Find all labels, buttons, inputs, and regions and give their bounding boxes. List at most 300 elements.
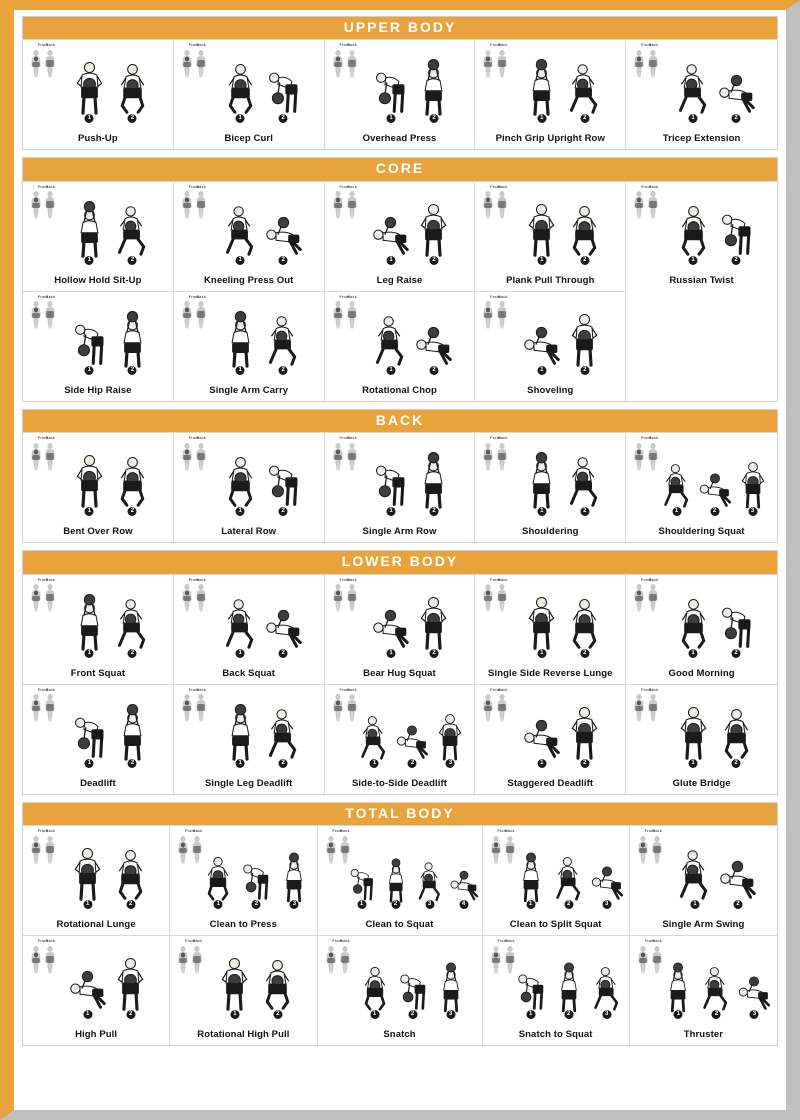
exercise-name: Single Arm Row [362, 526, 437, 538]
exercise-illustration [320, 829, 480, 918]
figure-step [357, 959, 393, 1017]
figure-step [112, 590, 153, 656]
exercise-card[interactable] [626, 432, 777, 542]
step-number-badge: 2 [128, 649, 137, 658]
step-number-badge: 1 [386, 649, 395, 658]
exercise-card[interactable] [174, 291, 325, 401]
figure-step [551, 959, 587, 1017]
exercise-name: Clean to Split Squat [509, 919, 602, 931]
step-number-badge: 1 [83, 900, 92, 909]
muscle-map-icon [179, 689, 209, 726]
exercise-name: Overhead Press [362, 133, 437, 145]
muscle-map-front-label: Front [37, 43, 49, 48]
step-number-badge: 2 [732, 649, 741, 658]
step-number-badge: 2 [580, 649, 589, 658]
muscle-map-front-label: Front [37, 938, 49, 943]
step-number-badge: 2 [408, 759, 417, 768]
muscle-map-front-label: Front [641, 436, 652, 441]
muscle-map-front-label: Front [188, 294, 199, 299]
exercise-name: Single Arm Swing [662, 919, 745, 931]
figure-step [220, 55, 261, 121]
exercise-card[interactable] [318, 825, 483, 935]
muscle-map-front-label: Front [641, 577, 652, 582]
exercise-name: Back Squat [222, 667, 276, 679]
figure-step [238, 849, 274, 907]
muscle-map-back-label: Back [648, 43, 659, 48]
figure-step [257, 951, 298, 1017]
step-number-badge: 1 [83, 1010, 92, 1019]
figure-step [564, 307, 605, 373]
exercise-name: Staggered Deadlift [507, 777, 594, 789]
exercise-name: Clean to Press [209, 919, 278, 931]
exercise-card[interactable] [318, 935, 483, 1045]
step-number-badge: 2 [126, 1010, 135, 1019]
figure-step [413, 55, 454, 121]
figure-step [263, 197, 304, 263]
exercise-grid [23, 432, 777, 542]
muscle-map-back-label: Back [505, 938, 515, 943]
exercise-card[interactable] [23, 432, 174, 542]
section-title: BACK [23, 410, 777, 432]
step-number-badge: 1 [236, 507, 245, 516]
exercise-name: Push-Up [78, 133, 118, 145]
muscle-map-back-label: Back [196, 436, 206, 441]
muscle-map-back-label: Back [196, 687, 206, 692]
figure-step [513, 959, 549, 1017]
muscle-map-back-label: Back [45, 577, 56, 582]
muscle-map-front-label: Front [490, 184, 501, 189]
muscle-map-front-label: Front [332, 828, 343, 833]
figure-step [735, 456, 771, 514]
exercise-illustration [176, 436, 322, 525]
exercise-card[interactable] [23, 574, 174, 684]
exercise-card[interactable] [174, 39, 325, 149]
figure-step [214, 951, 255, 1017]
step-number-badge: 2 [128, 507, 137, 516]
figure-step [521, 55, 562, 121]
muscle-map-front-label: Front [490, 687, 501, 692]
exercise-name: Russian Twist [669, 274, 734, 286]
figure-step [263, 307, 304, 373]
exercise-card[interactable] [174, 574, 325, 684]
step-number-badge: 1 [386, 366, 395, 375]
muscle-map-front-label: Front [188, 687, 199, 692]
exercise-card[interactable] [23, 935, 170, 1045]
step-number-badge: 2 [564, 900, 573, 909]
exercise-name: Bicep Curl [224, 133, 273, 145]
exercise-name: Thruster [683, 1029, 724, 1041]
step-number-badge: 1 [689, 256, 698, 265]
muscle-map-icon [179, 579, 209, 616]
step-number-badge: 1 [690, 900, 699, 909]
exercise-card[interactable] [174, 181, 325, 291]
muscle-map-icon [28, 940, 58, 977]
muscle-map-icon [631, 186, 661, 223]
step-number-badge: 1 [236, 114, 245, 123]
muscle-map-back-label: Back [498, 436, 508, 441]
step-number-badge: 2 [126, 900, 135, 909]
step-number-badge: 1 [537, 507, 546, 516]
muscle-map-back-label: Back [498, 184, 508, 189]
step-number-badge: 3 [290, 900, 299, 909]
exercise-name: Tricep Extension [662, 133, 741, 145]
figure-step [697, 456, 733, 514]
exercise-card[interactable] [325, 684, 476, 794]
figure-step [551, 849, 587, 907]
section-title: UPPER BODY [23, 17, 777, 39]
figure-step [716, 590, 757, 656]
muscle-map-back-label: Back [196, 577, 206, 582]
figure-step [370, 307, 411, 373]
exercise-card[interactable] [475, 39, 626, 149]
exercise-name: High Pull [75, 1029, 118, 1041]
figure-step [112, 197, 153, 263]
figure-step [380, 855, 412, 907]
muscle-map-back-label: Back [498, 577, 508, 582]
exercise-grid [23, 181, 777, 401]
exercise-card[interactable] [174, 432, 325, 542]
exercise-card[interactable] [23, 684, 174, 794]
step-number-badge: 2 [732, 759, 741, 768]
exercise-card[interactable] [325, 291, 476, 401]
step-number-badge: 2 [128, 114, 137, 123]
exercise-card[interactable] [475, 432, 626, 542]
exercise-card[interactable] [475, 684, 626, 794]
step-number-badge: 2 [279, 256, 288, 265]
figure-step [69, 307, 110, 373]
exercise-name: Good Morning [668, 667, 735, 679]
muscle-map-icon [28, 437, 58, 474]
exercise-grid [23, 574, 777, 794]
exercise-card[interactable] [174, 684, 325, 794]
muscle-map-back-label: Back [347, 687, 357, 692]
muscle-map-back-label: Back [340, 938, 350, 943]
exercise-illustration [25, 436, 171, 525]
exercise-card[interactable] [475, 181, 626, 291]
figure-step [659, 456, 695, 514]
exercise-name: Single Leg Deadlift [204, 777, 293, 789]
muscle-map-back-label: Back [340, 828, 350, 833]
muscle-map-back-label: Back [196, 294, 206, 299]
exercise-illustration [320, 939, 480, 1028]
exercise-name: Snatch to Squat [518, 1029, 593, 1041]
exercise-card[interactable] [325, 574, 476, 684]
muscle-map-icon [631, 437, 661, 474]
muscle-map-front-label: Front [644, 828, 655, 833]
muscle-map-front-label: Front [188, 436, 199, 441]
step-number-badge: 2 [429, 649, 438, 658]
figure-step [112, 448, 153, 514]
muscle-map-back-label: Back [648, 184, 659, 189]
step-number-badge: 1 [85, 366, 94, 375]
muscle-map-front-label: Front [332, 938, 343, 943]
exercise-illustration [628, 688, 775, 777]
muscle-map-front-label: Front [339, 43, 350, 48]
step-number-badge: 1 [214, 900, 223, 909]
figure-step [112, 55, 153, 121]
figure-step [69, 700, 110, 766]
exercise-illustration [485, 829, 627, 918]
muscle-map-front-label: Front [490, 294, 501, 299]
figure-step [673, 197, 714, 263]
muscle-map-icon [631, 689, 661, 726]
exercise-card[interactable] [475, 574, 626, 684]
step-number-badge: 2 [710, 507, 719, 516]
muscle-map-back-label: Back [347, 43, 357, 48]
muscle-map-back-label: Back [45, 184, 56, 189]
exercise-name: Shouldering [522, 526, 579, 538]
figure-step [413, 448, 454, 514]
exercise-illustration [25, 688, 171, 777]
muscle-map-icon [28, 689, 58, 726]
exercise-illustration [327, 688, 473, 777]
muscle-map-back-label: Back [505, 828, 515, 833]
muscle-map-icon [480, 296, 510, 333]
exercise-name: Side-to-Side Deadlift [351, 777, 447, 789]
figure-step [67, 951, 108, 1017]
muscle-map-front-label: Front [339, 577, 350, 582]
figure-step [356, 708, 392, 766]
exercise-name: Rotational High Pull [197, 1029, 290, 1041]
exercise-illustration [176, 185, 322, 274]
exercise-card[interactable] [23, 181, 174, 291]
muscle-map-icon [480, 689, 510, 726]
exercise-card[interactable] [475, 291, 626, 401]
step-number-badge: 3 [602, 1010, 611, 1019]
section-title: CORE [23, 158, 777, 180]
exercise-illustration [25, 829, 167, 918]
muscle-map-back-label: Back [45, 828, 56, 833]
exercise-card[interactable] [626, 684, 777, 794]
exercise-illustration [632, 939, 775, 1028]
step-number-badge: 1 [537, 649, 546, 658]
muscle-map-back-label: Back [652, 938, 662, 943]
exercise-illustration [477, 295, 623, 384]
step-number-badge: 2 [712, 1010, 721, 1019]
step-number-badge: 1 [674, 1010, 683, 1019]
section-title: LOWER BODY [23, 551, 777, 573]
figure-step [513, 849, 549, 907]
exercise-illustration [327, 578, 473, 667]
muscle-map-front-label: Front [37, 828, 49, 833]
muscle-map-front-label: Front [188, 43, 199, 48]
step-number-badge: 1 [689, 759, 698, 768]
figure-step [433, 959, 469, 1017]
exercise-name: Deadlift [80, 777, 116, 789]
exercise-name: Bent Over Row [63, 526, 133, 538]
exercise-card[interactable] [325, 432, 476, 542]
muscle-map-front-label: Front [37, 687, 49, 692]
muscle-map-back-label: Back [347, 436, 357, 441]
exercise-name: Plank Pull Through [506, 274, 595, 286]
figure-step [564, 55, 605, 121]
figure-step [413, 197, 454, 263]
figure-step [263, 700, 304, 766]
exercise-illustration [485, 939, 627, 1028]
exercise-illustration [176, 578, 322, 667]
figure-step [69, 590, 110, 656]
exercise-card[interactable] [483, 935, 630, 1045]
exercise-card[interactable] [325, 39, 476, 149]
exercise-card[interactable] [626, 39, 777, 149]
figure-step [432, 708, 468, 766]
exercise-card[interactable] [483, 825, 630, 935]
exercise-card[interactable] [630, 935, 777, 1045]
section [22, 550, 778, 794]
muscle-map-front-label: Front [339, 294, 350, 299]
step-number-badge: 2 [429, 114, 438, 123]
exercise-illustration [327, 43, 473, 132]
muscle-map-front-label: Front [490, 43, 501, 48]
step-number-badge: 2 [429, 256, 438, 265]
figure-step [220, 307, 261, 373]
step-number-badge: 3 [446, 759, 455, 768]
muscle-map-icon [28, 296, 58, 333]
step-number-badge: 2 [733, 900, 742, 909]
figure-step [67, 841, 108, 907]
figure-step [564, 197, 605, 263]
muscle-map-back-label: Back [45, 294, 56, 299]
exercise-name: Bear Hug Squat [363, 667, 436, 679]
exercise-illustration [477, 43, 623, 132]
step-number-badge: 1 [537, 759, 546, 768]
step-number-badge: 1 [236, 649, 245, 658]
step-number-badge: 1 [85, 759, 94, 768]
figure-step [521, 197, 562, 263]
figure-step [370, 55, 411, 121]
exercise-name: Lateral Row [221, 526, 277, 538]
step-number-badge: 2 [429, 507, 438, 516]
exercise-grid [23, 825, 777, 1045]
figure-step [69, 448, 110, 514]
muscle-map-icon [28, 579, 58, 616]
exercise-card[interactable] [23, 39, 174, 149]
figure-step [448, 855, 480, 907]
figure-step [69, 197, 110, 263]
exercise-name: Shouldering Squat [658, 526, 745, 538]
step-number-badge: 2 [732, 256, 741, 265]
exercise-illustration [327, 295, 473, 384]
step-number-badge: 2 [279, 759, 288, 768]
step-number-badge: 1 [386, 507, 395, 516]
muscle-map-back-label: Back [196, 184, 206, 189]
section [22, 16, 778, 150]
muscle-map-front-label: Front [497, 938, 508, 943]
muscle-map-back-label: Back [347, 577, 357, 582]
muscle-map-back-label: Back [45, 436, 56, 441]
figure-step [521, 590, 562, 656]
step-number-badge: 3 [425, 900, 434, 909]
exercise-name: Snatch [383, 1029, 416, 1041]
exercise-illustration [327, 185, 473, 274]
muscle-map-front-label: Front [185, 938, 196, 943]
muscle-map-back-label: Back [45, 43, 56, 48]
exercise-name: Glute Bridge [672, 777, 731, 789]
step-number-badge: 4 [459, 900, 468, 909]
step-number-badge: 1 [526, 900, 535, 909]
exercise-name: Kneeling Press Out [203, 274, 294, 286]
muscle-map-front-label: Front [37, 184, 49, 189]
poster-body [14, 10, 786, 1110]
exercise-name: Hollow Hold Sit-Up [54, 274, 142, 286]
figure-step [716, 197, 757, 263]
exercise-card[interactable] [170, 935, 317, 1045]
exercise-illustration [176, 295, 322, 384]
muscle-map-front-label: Front [490, 577, 501, 582]
exercise-card[interactable] [626, 574, 777, 684]
exercise-name: Single Arm Carry [209, 384, 289, 396]
exercise-name: Single Side Reverse Lunge [488, 667, 613, 679]
section-title: TOTAL BODY [23, 803, 777, 825]
muscle-map-icon [480, 437, 510, 474]
exercise-name: Side Hip Raise [64, 384, 132, 396]
muscle-map-front-label: Front [185, 828, 196, 833]
exercise-illustration [477, 688, 623, 777]
muscle-map-icon [179, 44, 209, 81]
exercise-card[interactable] [630, 825, 777, 935]
exercise-illustration [176, 43, 322, 132]
step-number-badge: 3 [446, 1010, 455, 1019]
step-number-badge: 2 [391, 900, 400, 909]
muscle-map-front-label: Front [37, 294, 49, 299]
muscle-map-front-label: Front [641, 184, 652, 189]
exercise-name: Leg Raise [376, 274, 423, 286]
figure-step [716, 55, 757, 121]
muscle-map-back-label: Back [648, 577, 659, 582]
step-number-badge: 1 [386, 114, 395, 123]
exercise-card[interactable] [170, 825, 317, 935]
step-number-badge: 2 [273, 1010, 282, 1019]
figure-step [370, 197, 411, 263]
muscle-map-front-label: Front [641, 43, 652, 48]
figure-step [660, 959, 696, 1017]
figure-step [673, 590, 714, 656]
step-number-badge: 1 [689, 649, 698, 658]
figure-step [716, 700, 757, 766]
muscle-map-icon [179, 296, 209, 333]
muscle-map-icon [480, 579, 510, 616]
step-number-badge: 1 [85, 649, 94, 658]
figure-step [673, 700, 714, 766]
exercise-card[interactable] [325, 181, 476, 291]
figure-step [589, 849, 625, 907]
figure-step [521, 448, 562, 514]
figure-step [200, 849, 236, 907]
exercise-card[interactable] [23, 825, 170, 935]
step-number-badge: 1 [236, 366, 245, 375]
exercise-illustration [477, 578, 623, 667]
step-number-badge: 2 [252, 900, 261, 909]
muscle-map-icon [635, 830, 665, 867]
exercise-card[interactable] [626, 181, 777, 291]
step-number-badge: 1 [236, 256, 245, 265]
muscle-map-back-label: Back [347, 184, 357, 189]
exercise-card[interactable] [23, 291, 174, 401]
figure-step [220, 700, 261, 766]
figure-step [263, 448, 304, 514]
muscle-map-front-label: Front [339, 436, 350, 441]
figure-step [414, 855, 446, 907]
figure-step [220, 448, 261, 514]
figure-step [674, 841, 715, 907]
exercise-name: Rotational Chop [362, 384, 437, 396]
figure-step [263, 55, 304, 121]
figure-step [413, 307, 454, 373]
muscle-map-front-label: Front [37, 577, 49, 582]
step-number-badge: 1 [689, 114, 698, 123]
exercise-illustration [176, 688, 322, 777]
muscle-map-icon [28, 830, 58, 867]
